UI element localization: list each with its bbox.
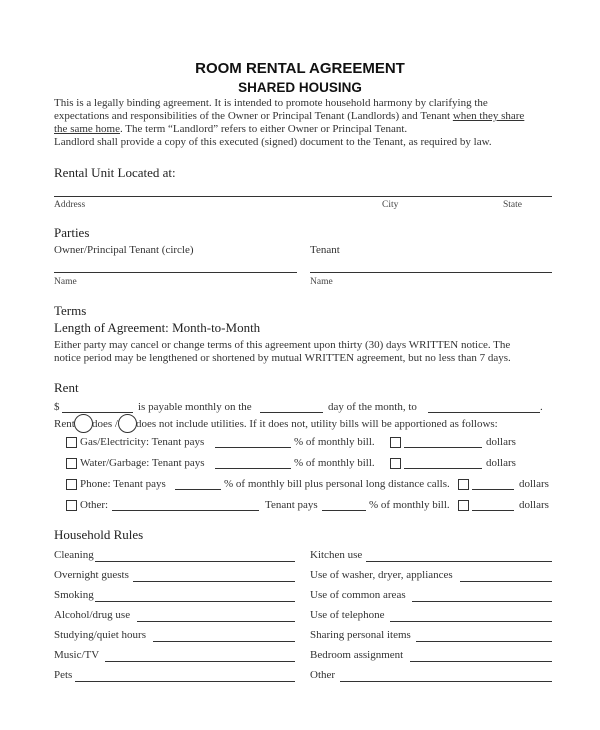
address-line[interactable]: [54, 196, 552, 197]
rule-left-5: [54, 649, 99, 661]
terms-paragraph: [54, 339, 511, 365]
other-dollars-checkbox[interactable]: [458, 500, 469, 511]
other-pct-label: % of monthly bill.: [369, 499, 450, 511]
length-label: Length of Agreement:: [54, 320, 169, 335]
phone-dollars-line[interactable]: [472, 489, 514, 490]
period: .: [540, 401, 543, 413]
rule-left-3: [54, 609, 130, 621]
intro-line-2: [54, 110, 524, 123]
rule-left-0-line[interactable]: [95, 561, 295, 562]
other-pct-line[interactable]: [322, 510, 366, 511]
intro-paragraph: [54, 97, 524, 149]
intro-line-2-text: expectations and responsibilities of the Owner or Principal Tenant (Landlords) and Tenant: [54, 110, 453, 122]
rule-label: Alcohol/drug use: [54, 609, 131, 621]
city-caption: City: [382, 200, 399, 210]
rental-unit-heading: Rental Unit Located at:: [54, 165, 176, 180]
rule-left-6: [54, 669, 72, 681]
other-tenant-label: Tenant pays: [265, 499, 318, 511]
rule-right-0-line[interactable]: [366, 561, 552, 562]
rule-right-0: [310, 549, 362, 561]
rule-left-1: [54, 569, 129, 581]
water-dollars-label: dollars: [486, 457, 516, 469]
rule-label: Bedroom assignment: [310, 649, 404, 661]
phone-label: Phone: Tenant pays: [80, 478, 166, 490]
parties-heading: Parties: [54, 225, 90, 240]
rule-label: Other: [310, 669, 336, 681]
rule-label: Smoking: [54, 589, 94, 601]
gas-dollars-checkbox[interactable]: [390, 437, 401, 448]
rule-right-2-line[interactable]: [412, 601, 552, 602]
rule-label: Studying/quiet hours: [54, 629, 146, 641]
rule-label: Sharing personal items: [310, 629, 411, 641]
does-not-circle[interactable]: [118, 414, 137, 433]
water-checkbox[interactable]: [66, 458, 77, 469]
other-dollars-label: dollars: [519, 499, 549, 511]
rule-label: Cleaning: [54, 549, 94, 561]
gas-dollars-label: dollars: [486, 436, 516, 448]
terms-line-2: notice period may be lengthened or shortened by mutual WRITTEN agreement, but no less than 7 days.: [54, 352, 511, 364]
rule-left-4-line[interactable]: [153, 641, 295, 642]
rule-right-1: [310, 569, 453, 581]
gas-checkbox[interactable]: [66, 437, 77, 448]
tenant-name-line[interactable]: [310, 272, 552, 273]
rule-right-4: [310, 629, 411, 641]
payable-text: is payable monthly on the: [138, 401, 252, 413]
household-rules-heading: Household Rules: [54, 527, 144, 542]
phone-dollars-label: dollars: [519, 478, 549, 490]
rule-right-3: [310, 609, 385, 621]
gas-label: Gas/Electricity: Tenant pays: [80, 436, 205, 448]
other-desc-line[interactable]: [112, 510, 259, 511]
owner-label: Owner/Principal Tenant (circle): [54, 244, 194, 256]
dollar-sign: $: [54, 401, 60, 413]
rule-left-0: [54, 549, 94, 561]
phone-checkbox[interactable]: [66, 479, 77, 490]
intro-underline-1: when they share: [452, 110, 525, 122]
gas-pct-line[interactable]: [215, 447, 291, 448]
water-dollars-line[interactable]: [404, 468, 482, 469]
state-caption: State: [503, 200, 522, 210]
rule-right-1-line[interactable]: [460, 581, 552, 582]
intro-line-4: Landlord shall provide a copy of this executed (signed) document to the Tenant, as required by law.: [54, 136, 492, 148]
rule-label: Pets: [54, 669, 73, 681]
intro-line-3: [54, 123, 524, 136]
owner-name-line[interactable]: [54, 272, 297, 273]
rule-right-5: [310, 649, 403, 661]
payee-line[interactable]: [428, 412, 540, 413]
rule-label: Kitchen use: [310, 549, 363, 561]
rent-amount-line[interactable]: [62, 412, 133, 413]
rule-left-5-line[interactable]: [105, 661, 295, 662]
water-label: Water/Garbage: Tenant pays: [80, 457, 205, 469]
rule-right-4-line[interactable]: [416, 641, 552, 642]
rule-label: Overnight guests: [54, 569, 129, 581]
day-text: day of the month, to: [328, 401, 417, 413]
rule-right-2: [310, 589, 406, 601]
water-pct-line[interactable]: [215, 468, 291, 469]
terms-heading: Terms: [54, 303, 87, 318]
rule-label: Use of telephone: [310, 609, 385, 621]
does-circle[interactable]: [74, 414, 93, 433]
intro-line-1: This is a legally binding agreement. It is intended to promote household harmony by clarifying the: [54, 97, 488, 109]
rule-right-6: [310, 669, 335, 681]
phone-pct-label: % of monthly bill plus personal long distance calls.: [224, 478, 450, 490]
gas-pct-label: % of monthly bill.: [294, 436, 375, 448]
intro-line-3-text: . The term “Landlord” refers to either Owner or Principal Tenant.: [119, 123, 408, 135]
rule-left-6-line[interactable]: [75, 681, 295, 682]
tenant-label: Tenant: [310, 244, 340, 256]
rule-label: Use of washer, dryer, appliances: [310, 569, 453, 581]
length-of-agreement: [54, 320, 260, 336]
other-label: Other:: [80, 499, 109, 511]
rule-left-4: [54, 629, 146, 641]
rule-left-2-line[interactable]: [95, 601, 295, 602]
water-pct-label: % of monthly bill.: [294, 457, 375, 469]
rent-word: Rent: [54, 418, 75, 430]
rule-label: Music/TV: [54, 649, 100, 661]
rent-heading: Rent: [54, 380, 79, 395]
rule-right-3-line[interactable]: [390, 621, 552, 622]
rule-left-2: [54, 589, 94, 601]
length-value: Month-to-Month: [172, 320, 261, 335]
page-title: ROOM RENTAL AGREEMENT: [195, 60, 405, 77]
phone-pct-line[interactable]: [175, 489, 221, 490]
phone-dollars-checkbox[interactable]: [458, 479, 469, 490]
gas-dollars-line[interactable]: [404, 447, 482, 448]
terms-line-1: Either party may cancel or change terms of this agreement upon thirty (30) days WRITTEN notice. The: [54, 339, 511, 351]
rule-left-3-line[interactable]: [137, 621, 295, 622]
page-subtitle: SHARED HOUSING: [238, 80, 362, 95]
other-checkbox[interactable]: [66, 500, 77, 511]
tenant-name-caption: Name: [310, 277, 333, 287]
owner-name-caption: Name: [54, 277, 77, 287]
rule-right-6-line[interactable]: [340, 681, 552, 682]
does-text: does /: [92, 418, 118, 430]
rule-left-1-line[interactable]: [133, 581, 295, 582]
water-dollars-checkbox[interactable]: [390, 458, 401, 469]
rule-right-5-line[interactable]: [410, 661, 552, 662]
does-not-include-text: does not include utilities. If it does not, utility bills will be apportioned as follows:: [136, 418, 498, 430]
rent-day-line[interactable]: [260, 412, 323, 413]
address-caption: Address: [54, 200, 86, 210]
intro-underline-2: the same home: [54, 123, 120, 135]
other-dollars-line[interactable]: [472, 510, 514, 511]
rule-label: Use of common areas: [310, 589, 406, 601]
